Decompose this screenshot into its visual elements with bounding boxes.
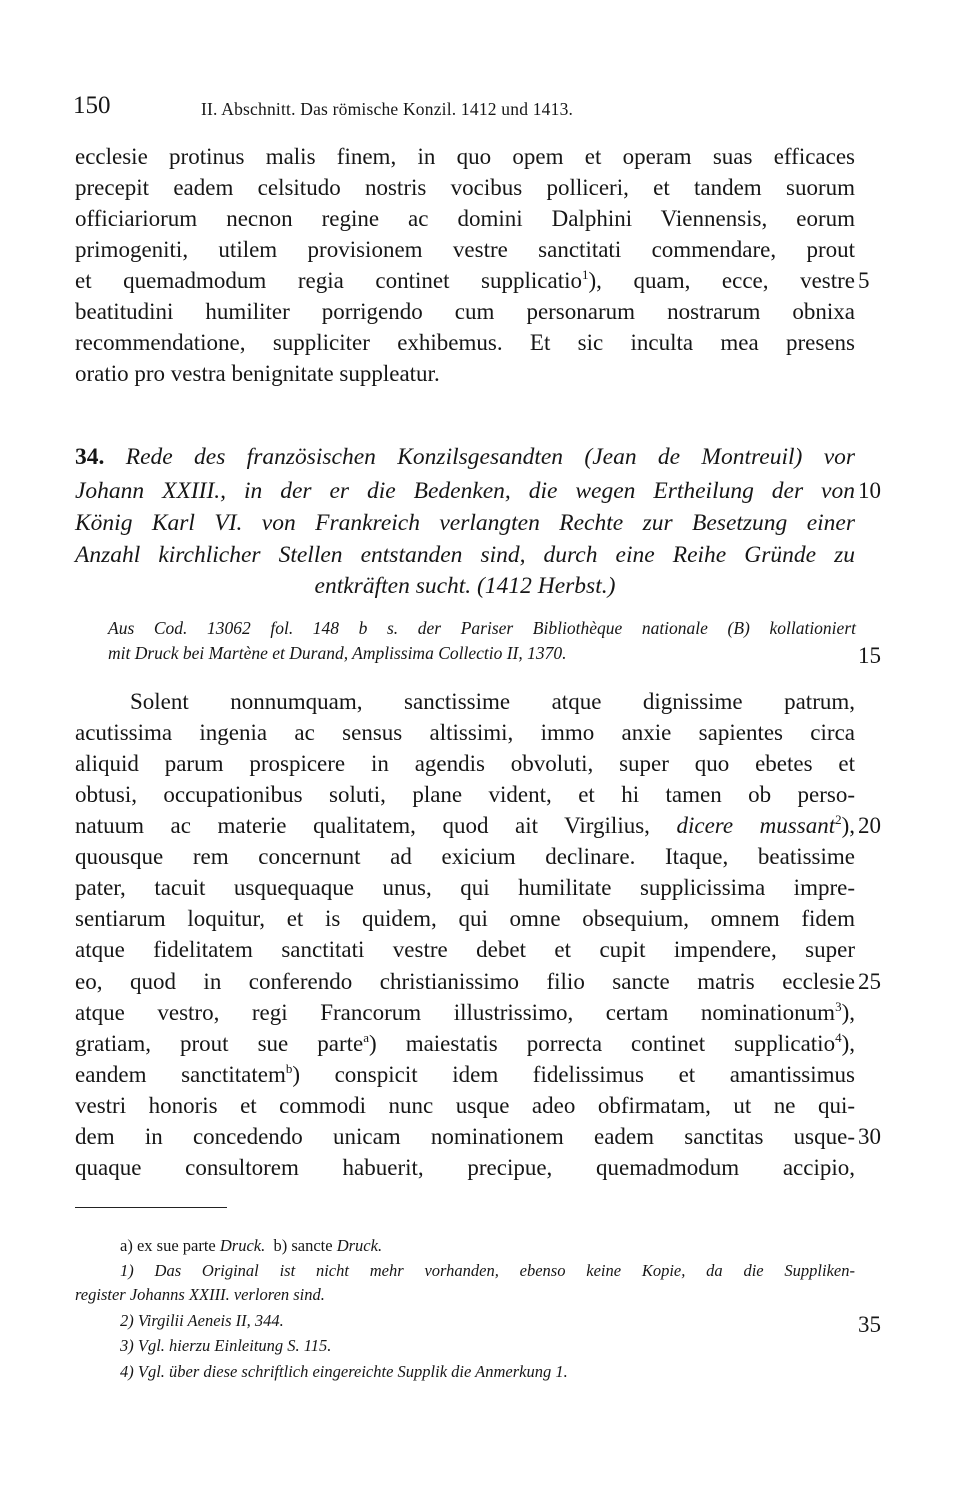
line-number: 35 [858, 1312, 881, 1337]
text-line: officiariorum necnon regine ac domini Dalphini Viennensis, eorum [75, 206, 855, 231]
text-line: atque fidelitatem sanctitati vestre debet et cupit impendere, super [75, 937, 855, 962]
text-line: eo, quod in conferendo christianissimo filio sancte matris ecclesie [75, 969, 855, 994]
section-title-line: entkräften sucht. (1412 Herbst.) [314, 573, 616, 599]
line-number: 20 [858, 813, 881, 838]
text-line: quousque rem concernunt ad exicium declinare. Itaque, beatissime [75, 844, 855, 869]
page-number: 150 [73, 92, 111, 119]
text-line: sentiarum loquitur, et is quidem, qui omne obsequium, omnem fidem [75, 906, 855, 931]
footnote-2: 2) Virgilii Aeneis II, 344. [120, 1311, 284, 1330]
text-line: oratio pro vestra benignitate suppleatur. [75, 361, 440, 386]
line-number: 25 [858, 969, 881, 994]
variant-footnote: a) ex sue parte Druck. b) sancte Druck. [120, 1236, 383, 1255]
text-line: obtusi, occupationibus soluti, plane vident, et hi tamen ob perso- [75, 782, 855, 807]
section-title-line: Anzahl kirchlicher Stellen entstanden sind, durch eine Reihe Gründe zu [75, 542, 855, 568]
section-title-line: 34. Rede des französischen Konzilsgesandten (Jean de Montreuil) vor [75, 444, 856, 470]
text-line: ecclesie protinus malis finem, in quo opem et operam suas efficaces [75, 144, 855, 169]
footnote-1: 1) Das Original ist nicht mehr vorhanden, ebenso keine Kopie, da die Suppliken- [120, 1261, 855, 1280]
section-title-line: König Karl VI. von Frankreich verlangten Rechte zur Besetzung einer [75, 510, 855, 536]
text-line: dem in concedendo unicam nominationem eadem sanctitas usque- [75, 1124, 855, 1149]
footnote-marker: 3 [835, 999, 842, 1014]
footnote-3: 3) Vgl. hierzu Einleitung S. 115. [120, 1336, 332, 1355]
line-number: 30 [858, 1124, 881, 1149]
text-line: vestri honoris et commodi nunc usque adeo obfirmatam, ut ne qui- [75, 1093, 855, 1118]
footnote-4: 4) Vgl. über diese schriftlich eingereichte Supplik die Anmerkung 1. [120, 1362, 568, 1381]
text-line: quaque consultorem habuerit, precipue, quemadmodum accipio, [75, 1155, 855, 1180]
footnote-marker: 4 [835, 1030, 842, 1045]
line-number: 15 [858, 643, 881, 668]
footnote-1-continuation: register Johanns XXIII. verloren sind. [75, 1285, 325, 1304]
text-line: et quemadmodum regia continet supplicatio$^1$), quam, ecce, vestre [75, 267, 855, 293]
line-number: 5 [858, 268, 870, 293]
variant-marker: b [285, 1061, 293, 1076]
text-line: natuum ac materie qualitatem, quod ait Virgilius, dicere mussant$^2$), [75, 812, 856, 838]
text-line: beatitudini humiliter porrigendo cum personarum nostrarum obnixa [75, 299, 855, 324]
text-line: gratiam, prout sue parte$^a$) maiestatis porrecta continet supplicatio$^4$), [75, 1030, 855, 1056]
text-line: eandem sanctitatem$^b$) conspicit idem fidelissimus et amantissimus [75, 1061, 855, 1087]
text-line: atque vestro, regi Francorum illustrissimo, certam nominationum$^3$), [75, 999, 855, 1025]
footnote-marker: 1 [582, 267, 589, 282]
text-line: recommendatione, suppliciter exhibemus. Et sic inculta mea presens [75, 330, 855, 355]
section-title-line: Johann XXIII., in der er die Bedenken, die wegen Ertheilung der von [75, 478, 855, 504]
footnote-divider [75, 1207, 227, 1208]
text-line: precepit eadem celsitudo nostris vocibus polliceri, et tandem suorum [75, 175, 855, 200]
line-number: 10 [858, 478, 881, 503]
text-line: acutissima ingenia ac sensus altissimi, immo anxie sapientes circa [75, 720, 855, 745]
footnote-marker: 2 [835, 812, 842, 827]
running-head: II. Abschnitt. Das römische Konzil. 1412 und 1413. [201, 99, 574, 119]
text-line: aliquid parum prospicere in agendis obvoluti, super quo ebetes et [75, 751, 855, 776]
section-number: 34. [75, 444, 105, 470]
source-note-line: mit Druck bei Martène et Durand, Amplissima Collectio II, 1370. [108, 643, 567, 663]
text-line: primogeniti, utilem provisionem vestre sanctitati commendare, prout [75, 237, 855, 262]
variant-marker: a [363, 1030, 370, 1045]
text-line: Solent nonnumquam, sanctissime atque dignissime patrum, [130, 689, 855, 714]
source-note-line: Aus Cod. 13062 fol. 148 b s. der Pariser Bibliothèque nationale (B) kollationiert [108, 618, 856, 638]
text-line: pater, tacuit usquequaque unus, qui humilitate supplicissima impre- [75, 875, 855, 900]
